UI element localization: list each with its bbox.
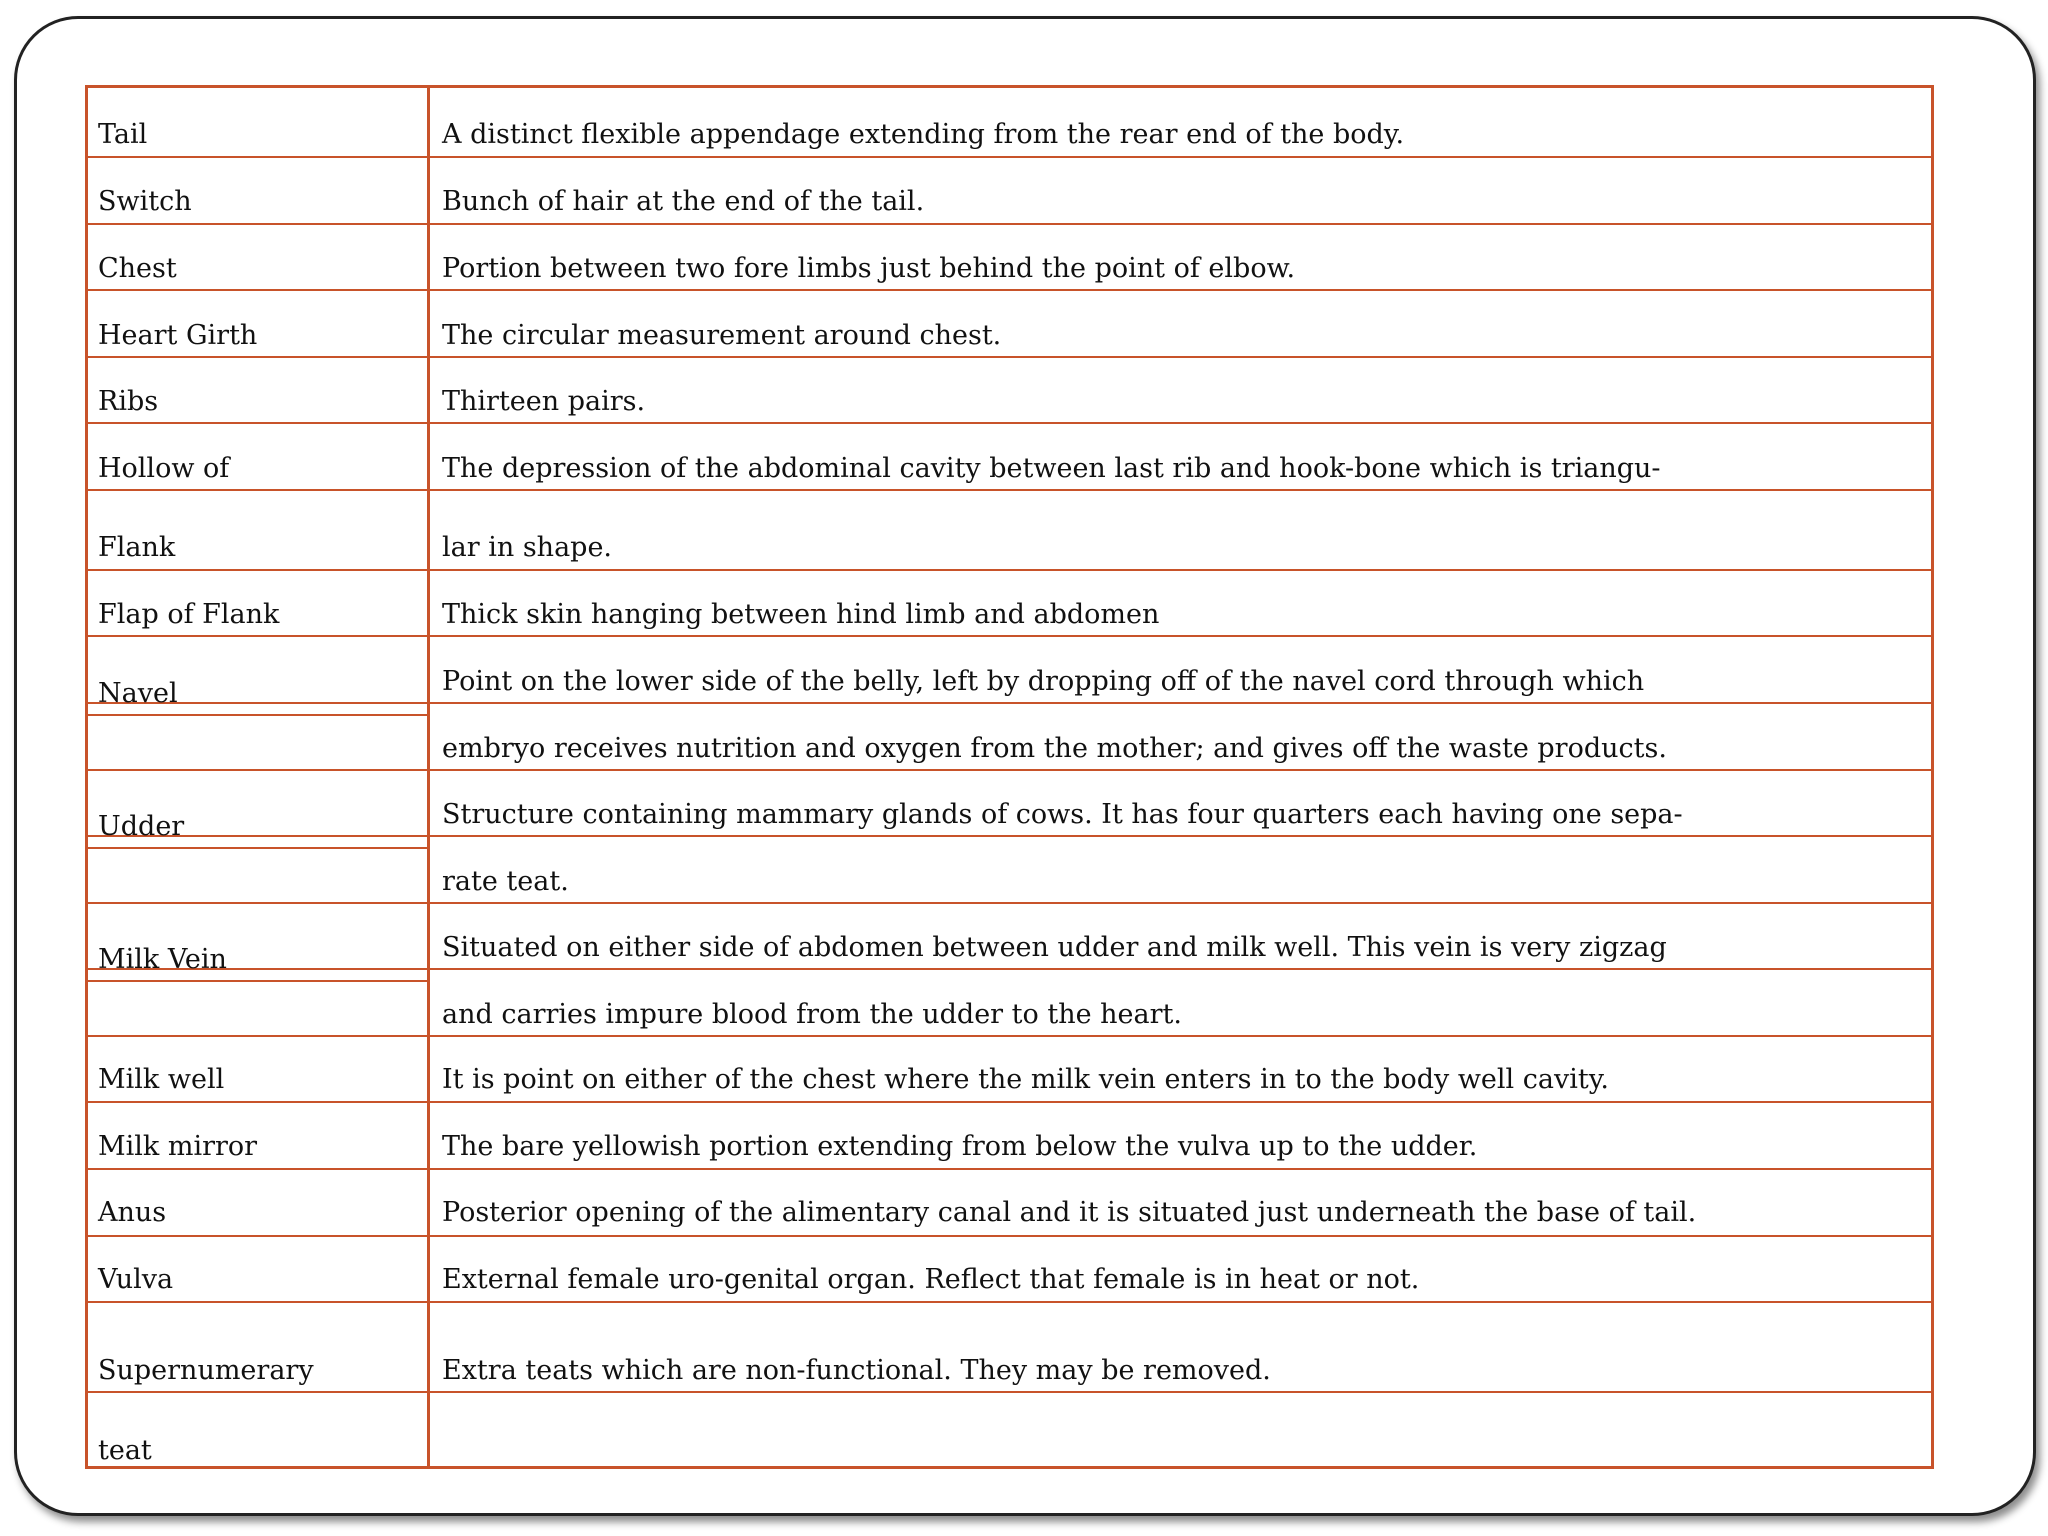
definition-cell: Thirteen pairs. xyxy=(442,386,646,417)
row-divider xyxy=(88,835,1931,837)
term-cell: Chest xyxy=(98,253,177,284)
term-cell: Hollow of xyxy=(98,453,230,484)
definition-cell: rate teat. xyxy=(442,866,569,897)
definition-cell: The depression of the abdominal cavity between last rib and hook-bone which is triangu- xyxy=(442,453,1661,484)
term-cell: Switch xyxy=(98,186,192,217)
row-divider xyxy=(88,1101,1931,1103)
definition-cell: Situated on either side of abdomen between udder and milk well. This vein is very zigzag xyxy=(442,932,1667,963)
row-divider xyxy=(88,968,1931,970)
definition-cell: Thick skin hanging between hind limb and abdomen xyxy=(442,599,1160,630)
term-cell: Flank xyxy=(98,532,176,563)
definition-cell: embryo receives nutrition and oxygen from the mother; and gives off the waste products. xyxy=(442,733,1667,764)
terms-table xyxy=(85,85,1934,1469)
definition-cell: The circular measurement around chest. xyxy=(442,320,1002,351)
row-divider xyxy=(88,847,427,849)
term-cell: Ribs xyxy=(98,386,159,417)
row-divider xyxy=(88,769,1931,771)
definition-cell: and carries impure blood from the udder to the heart. xyxy=(442,999,1182,1030)
definition-cell: The bare yellowish portion extending from below the vulva up to the udder. xyxy=(442,1131,1478,1162)
term-cell: Flap of Flank xyxy=(98,599,280,630)
row-divider xyxy=(88,1391,1931,1393)
definition-cell: A distinct flexible appendage extending from the rear end of the body. xyxy=(442,119,1405,150)
row-divider xyxy=(88,1235,1931,1237)
definition-cell: Bunch of hair at the end of the tail. xyxy=(442,186,925,217)
row-divider xyxy=(88,702,1931,704)
term-cell: Tail xyxy=(98,119,148,150)
row-divider xyxy=(88,980,427,982)
column-divider xyxy=(427,88,430,1466)
row-divider xyxy=(88,1301,1931,1303)
row-divider xyxy=(88,569,1931,571)
definition-cell: lar in shape. xyxy=(442,532,613,563)
term-cell: Heart Girth xyxy=(98,320,258,351)
term-cell: Milk Vein xyxy=(98,944,227,975)
definition-cell: External female uro-genital organ. Reflect that female is in heat or not. xyxy=(442,1264,1420,1295)
definition-cell: Extra teats which are non-functional. They may be removed. xyxy=(442,1355,1271,1386)
definition-cell: It is point on either of the chest where the milk vein enters in to the body well cavity. xyxy=(442,1064,1609,1095)
row-divider xyxy=(88,635,1931,637)
row-divider xyxy=(88,1168,1931,1170)
row-divider xyxy=(88,422,1931,424)
term-cell: Navel xyxy=(98,678,178,709)
row-divider xyxy=(88,356,1931,358)
row-divider xyxy=(88,489,1931,491)
definition-cell: Point on the lower side of the belly, left by dropping off of the navel cord through which xyxy=(442,666,1645,697)
definition-cell: Structure containing mammary glands of cows. It has four quarters each having one sepa- xyxy=(442,799,1683,830)
term-cell: teat xyxy=(98,1435,152,1466)
term-cell: Supernumerary xyxy=(98,1355,314,1386)
term-cell: Anus xyxy=(98,1197,167,1228)
definition-cell: Posterior opening of the alimentary canal and it is situated just underneath the base of tail. xyxy=(442,1197,1697,1228)
row-divider xyxy=(88,156,1931,158)
term-cell: Udder xyxy=(98,811,185,842)
row-divider xyxy=(88,714,427,716)
term-cell: Vulva xyxy=(98,1264,174,1295)
definition-cell: Portion between two fore limbs just behind the point of elbow. xyxy=(442,253,1296,284)
term-cell: Milk well xyxy=(98,1064,225,1095)
row-divider xyxy=(88,289,1931,291)
row-divider xyxy=(88,902,1931,904)
row-divider xyxy=(88,1035,1931,1037)
row-divider xyxy=(88,223,1931,225)
term-cell: Milk mirror xyxy=(98,1131,258,1162)
